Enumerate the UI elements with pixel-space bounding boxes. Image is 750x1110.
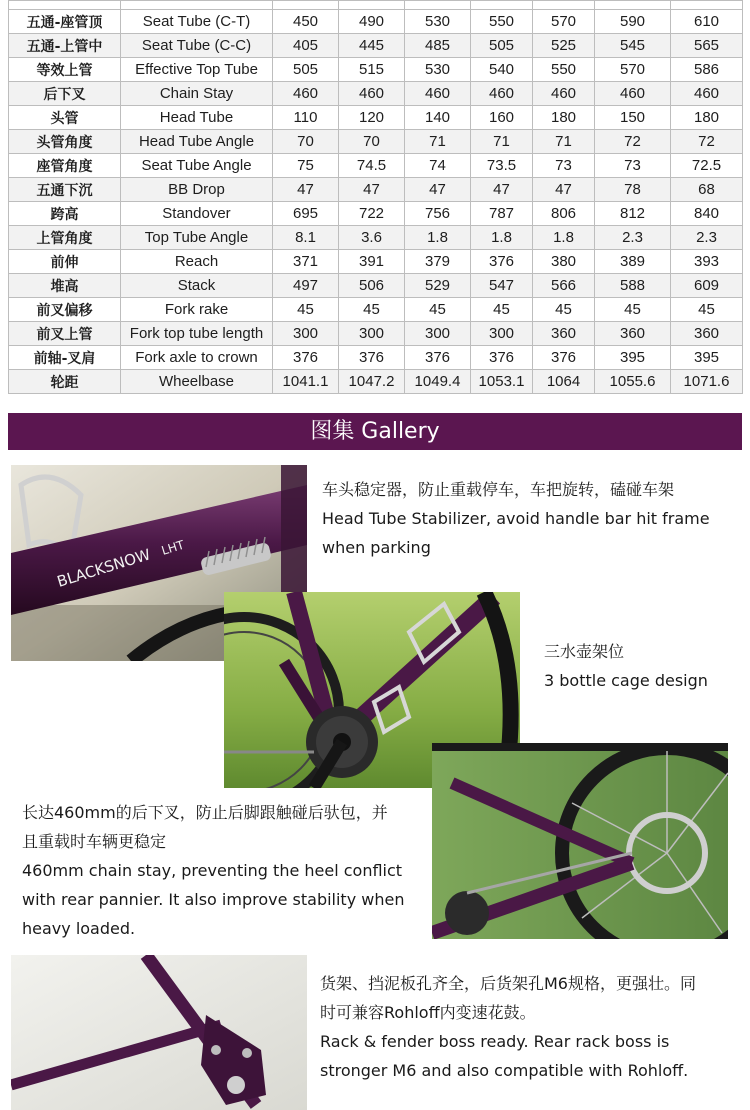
table-cell: 47 [471, 178, 533, 202]
table-cell: 1055.6 [595, 370, 671, 394]
row-label-cn: 头管 [9, 106, 121, 130]
row-label-cn: 前伸 [9, 250, 121, 274]
table-cell: 586 [671, 58, 743, 82]
table-header-cell [339, 1, 405, 10]
row-label-en: Reach [121, 250, 273, 274]
table-cell: 540 [471, 58, 533, 82]
caption-en-line: heavy loaded. [22, 919, 136, 938]
table-cell: 120 [339, 106, 405, 130]
table-cell: 376 [471, 346, 533, 370]
table-cell: 180 [671, 106, 743, 130]
table-cell: 2.3 [671, 226, 743, 250]
table-cell: 71 [405, 130, 471, 154]
table-cell: 3.6 [339, 226, 405, 250]
table-cell: 376 [471, 250, 533, 274]
caption-cn: 车头稳定器，防止重载停车，车把旋转，磕碰车架 [322, 480, 675, 499]
table-cell: 1.8 [533, 226, 595, 250]
caption-en-line: Rack & fender boss ready. Rear rack boss is [320, 1032, 670, 1051]
table-cell: 300 [471, 322, 533, 346]
table-cell: 379 [405, 250, 471, 274]
table-cell: 550 [533, 58, 595, 82]
table-cell: 756 [405, 202, 471, 226]
table-cell: 72 [595, 130, 671, 154]
table-cell: 68 [671, 178, 743, 202]
table-cell: 450 [273, 10, 339, 34]
table-cell: 380 [533, 250, 595, 274]
row-label-en: Seat Tube (C-T) [121, 10, 273, 34]
caption-cn-line: 且重载时车辆更稳定 [22, 832, 167, 851]
table-cell: 75 [273, 154, 339, 178]
table-header-cell [671, 1, 743, 10]
table-cell: 300 [405, 322, 471, 346]
table-cell: 376 [339, 346, 405, 370]
table-cell: 73.5 [471, 154, 533, 178]
table-cell: 840 [671, 202, 743, 226]
table-cell: 460 [595, 82, 671, 106]
table-cell: 73 [595, 154, 671, 178]
table-cell: 460 [671, 82, 743, 106]
table-cell: 47 [405, 178, 471, 202]
caption-en-line: 3 bottle cage design [544, 671, 708, 690]
table-header-cell [533, 1, 595, 10]
table-cell: 150 [595, 106, 671, 130]
table-cell: 160 [471, 106, 533, 130]
row-label-en: Fork axle to crown [121, 346, 273, 370]
table-cell: 610 [671, 10, 743, 34]
table-cell: 565 [671, 34, 743, 58]
table-header-cell [405, 1, 471, 10]
row-label-cn: 前叉上管 [9, 322, 121, 346]
caption-en-line: when parking [322, 538, 431, 557]
caption-cn-line: 时可兼容Rohloff内变速花鼓。 [320, 1003, 536, 1022]
table-cell: 360 [595, 322, 671, 346]
table-cell: 588 [595, 274, 671, 298]
table-cell: 45 [671, 298, 743, 322]
row-label-en: Seat Tube Angle [121, 154, 273, 178]
caption-cn-line: 货架、挡泥板孔齐全，后货架孔M6规格，更强壮。同 [320, 974, 696, 993]
table-cell: 1053.1 [471, 370, 533, 394]
table-cell: 47 [339, 178, 405, 202]
table-cell: 395 [595, 346, 671, 370]
table-cell: 460 [405, 82, 471, 106]
table-cell: 47 [533, 178, 595, 202]
table-cell: 460 [533, 82, 595, 106]
table-row [9, 298, 743, 322]
row-label-en: BB Drop [121, 178, 273, 202]
caption-rack-fender-boss [320, 969, 745, 1085]
table-cell: 78 [595, 178, 671, 202]
table-cell: 300 [273, 322, 339, 346]
caption-en-line: 460mm chain stay, preventing the heel conflict [22, 861, 403, 880]
table-cell: 525 [533, 34, 595, 58]
row-label-en: Head Tube [121, 106, 273, 130]
table-cell: 371 [273, 250, 339, 274]
table-header-row [9, 1, 743, 10]
table-cell: 497 [273, 274, 339, 298]
table-cell: 806 [533, 202, 595, 226]
table-cell: 376 [273, 346, 339, 370]
table-cell: 395 [671, 346, 743, 370]
row-label-cn: 五通下沉 [9, 178, 121, 202]
table-cell: 73 [533, 154, 595, 178]
caption-cn: 三水壶架位 [544, 642, 625, 661]
table-cell: 2.3 [595, 226, 671, 250]
table-cell: 550 [471, 10, 533, 34]
caption-cn-line: 长达460mm的后下叉，防止后脚跟触碰后驮包，并 [22, 803, 388, 822]
row-label-en: Chain Stay [121, 82, 273, 106]
table-cell: 71 [471, 130, 533, 154]
table-cell: 1.8 [405, 226, 471, 250]
table-row [9, 370, 743, 394]
table-cell: 360 [533, 322, 595, 346]
table-cell: 445 [339, 34, 405, 58]
table-row [9, 10, 743, 34]
table-cell: 389 [595, 250, 671, 274]
row-label-en: Wheelbase [121, 370, 273, 394]
table-cell: 570 [533, 10, 595, 34]
table-cell: 140 [405, 106, 471, 130]
table-cell: 360 [671, 322, 743, 346]
row-label-en: Standover [121, 202, 273, 226]
row-label-en: Top Tube Angle [121, 226, 273, 250]
table-row [9, 82, 743, 106]
table-cell: 460 [471, 82, 533, 106]
table-cell: 70 [339, 130, 405, 154]
row-label-cn: 五通-上管中 [9, 34, 121, 58]
table-cell: 45 [595, 298, 671, 322]
table-cell: 460 [273, 82, 339, 106]
row-label-en: Effective Top Tube [121, 58, 273, 82]
table-cell: 72 [671, 130, 743, 154]
table-cell: 45 [339, 298, 405, 322]
caption-en-line: Head Tube Stabilizer, avoid handle bar hit frame [322, 509, 710, 528]
frame-model-decal: LHT [159, 537, 186, 558]
table-cell: 71 [533, 130, 595, 154]
table-cell: 74 [405, 154, 471, 178]
table-row [9, 154, 743, 178]
table-cell: 505 [273, 58, 339, 82]
table-row [9, 202, 743, 226]
table-cell: 609 [671, 274, 743, 298]
row-label-cn: 堆高 [9, 274, 121, 298]
row-label-cn: 前轴-叉肩 [9, 346, 121, 370]
row-label-cn: 头管角度 [9, 130, 121, 154]
row-label-en: Fork top tube length [121, 322, 273, 346]
table-cell: 485 [405, 34, 471, 58]
table-cell: 300 [339, 322, 405, 346]
table-cell: 45 [273, 298, 339, 322]
table-cell: 506 [339, 274, 405, 298]
table-cell: 70 [273, 130, 339, 154]
table-cell: 530 [405, 58, 471, 82]
table-cell: 545 [595, 34, 671, 58]
row-label-cn: 上管角度 [9, 226, 121, 250]
row-label-cn: 跨高 [9, 202, 121, 226]
table-cell: 376 [533, 346, 595, 370]
table-cell: 1064 [533, 370, 595, 394]
table-header-cell [9, 1, 121, 10]
caption-chain-stay [22, 798, 427, 943]
table-row [9, 322, 743, 346]
gallery-section-title: 图集 Gallery [8, 413, 742, 450]
row-label-cn: 座管角度 [9, 154, 121, 178]
table-cell: 812 [595, 202, 671, 226]
table-cell: 47 [273, 178, 339, 202]
table-cell: 530 [405, 10, 471, 34]
frame-brand-decal: BLACKSNOW [54, 545, 153, 591]
row-label-cn: 后下叉 [9, 82, 121, 106]
table-header-cell [273, 1, 339, 10]
row-label-en: Stack [121, 274, 273, 298]
row-label-en: Seat Tube (C-C) [121, 34, 273, 58]
table-cell: 566 [533, 274, 595, 298]
table-cell: 180 [533, 106, 595, 130]
table-header-cell [595, 1, 671, 10]
table-cell: 72.5 [671, 154, 743, 178]
table-header-cell [121, 1, 273, 10]
table-cell: 490 [339, 10, 405, 34]
caption-en-line: with rear pannier. It also improve stability when [22, 890, 405, 909]
table-cell: 547 [471, 274, 533, 298]
table-row [9, 58, 743, 82]
table-cell: 1071.6 [671, 370, 743, 394]
table-cell: 110 [273, 106, 339, 130]
row-label-cn: 等效上管 [9, 58, 121, 82]
caption-en-line: stronger M6 and also compatible with Rohloff. [320, 1061, 689, 1080]
table-cell: 1.8 [471, 226, 533, 250]
caption-head-tube-stabilizer [322, 475, 742, 562]
table-cell: 391 [339, 250, 405, 274]
table-cell: 590 [595, 10, 671, 34]
table-cell: 45 [533, 298, 595, 322]
table-cell: 695 [273, 202, 339, 226]
table-row [9, 178, 743, 202]
chain-stay-photo [432, 743, 728, 939]
row-label-en: Head Tube Angle [121, 130, 273, 154]
table-cell: 1041.1 [273, 370, 339, 394]
table-cell: 505 [471, 34, 533, 58]
table-cell: 45 [471, 298, 533, 322]
row-label-en: Fork rake [121, 298, 273, 322]
table-row [9, 274, 743, 298]
caption-bottle-cage [544, 637, 744, 695]
table-cell: 460 [339, 82, 405, 106]
table-row [9, 34, 743, 58]
table-cell: 1047.2 [339, 370, 405, 394]
table-row [9, 226, 743, 250]
table-header-cell [471, 1, 533, 10]
table-row [9, 250, 743, 274]
table-cell: 74.5 [339, 154, 405, 178]
row-label-cn: 轮距 [9, 370, 121, 394]
table-cell: 376 [405, 346, 471, 370]
table-cell: 570 [595, 58, 671, 82]
table-row [9, 346, 743, 370]
table-cell: 8.1 [273, 226, 339, 250]
rear-dropout-photo [11, 955, 307, 1110]
table-row [9, 106, 743, 130]
table-cell: 787 [471, 202, 533, 226]
row-label-cn: 前叉偏移 [9, 298, 121, 322]
table-cell: 393 [671, 250, 743, 274]
table-cell: 45 [405, 298, 471, 322]
geometry-table [8, 0, 743, 394]
table-cell: 529 [405, 274, 471, 298]
table-cell: 722 [339, 202, 405, 226]
table-cell: 515 [339, 58, 405, 82]
row-label-cn: 五通-座管顶 [9, 10, 121, 34]
table-row [9, 130, 743, 154]
table-cell: 1049.4 [405, 370, 471, 394]
table-cell: 405 [273, 34, 339, 58]
